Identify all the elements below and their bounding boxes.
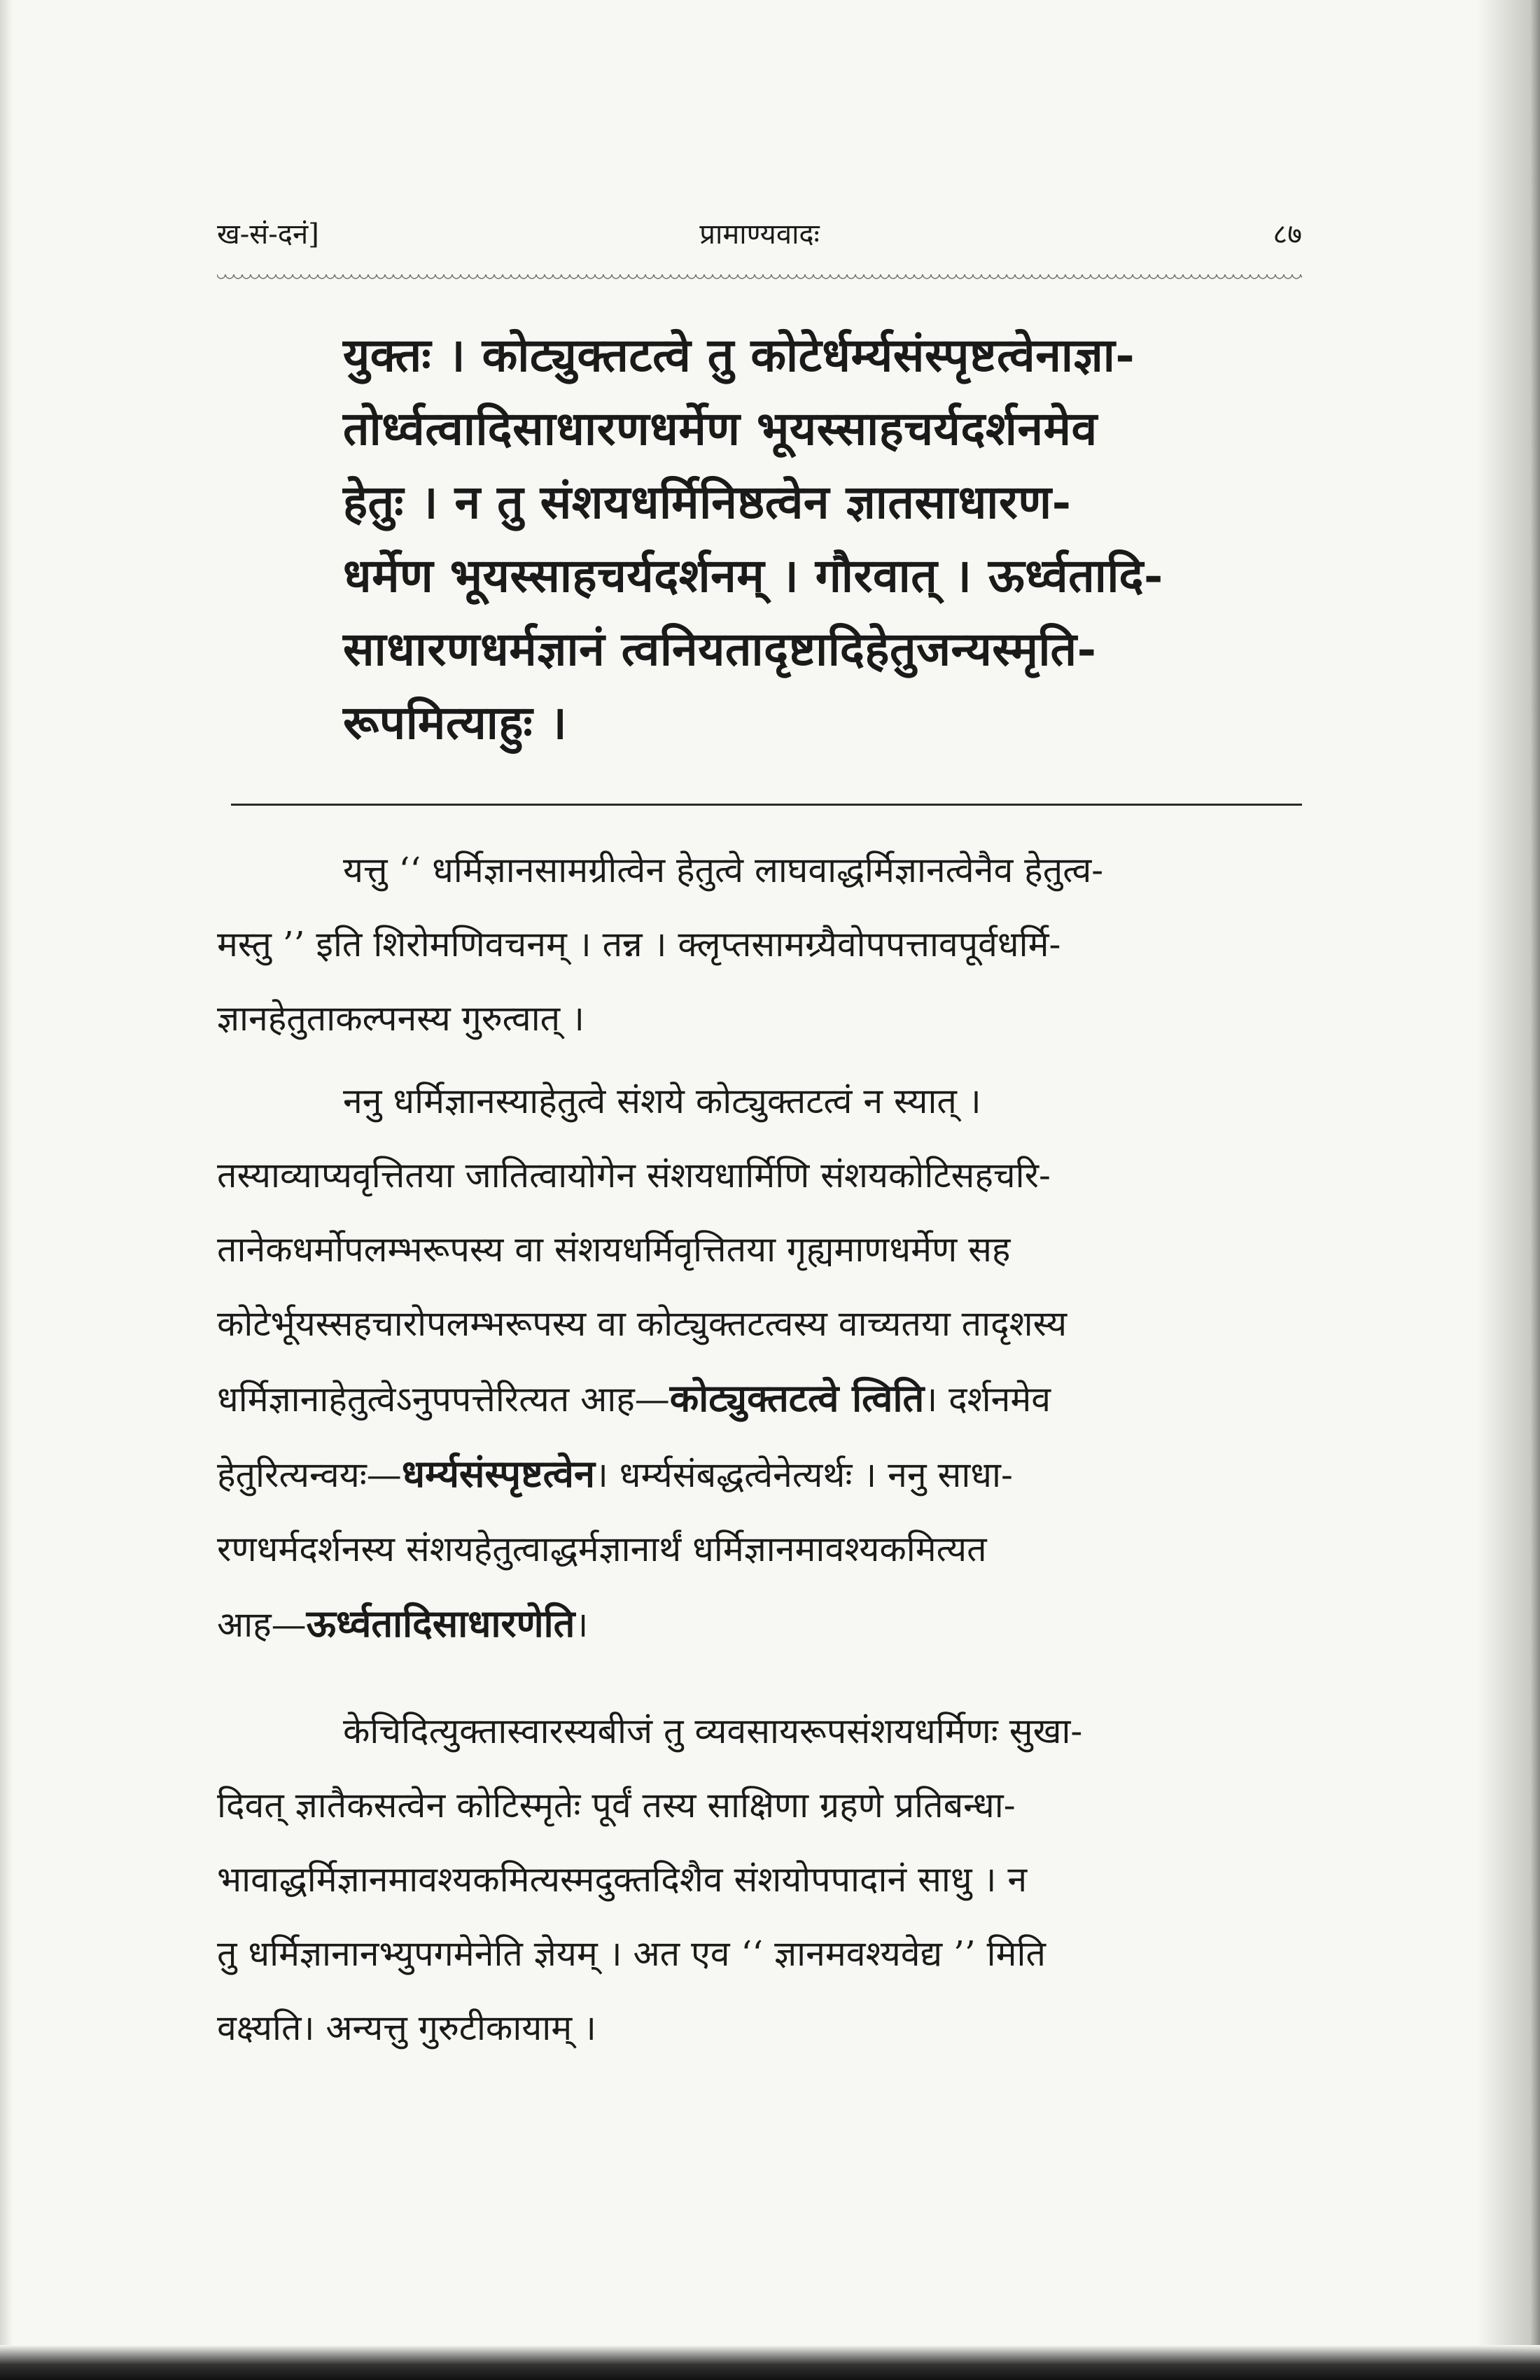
page-edge-left — [0, 0, 13, 2380]
running-head — [217, 214, 1302, 262]
commentary-line: वक्ष्यति। अन्यत्तु गुरुटीकायाम् । — [217, 2008, 596, 2048]
root-line: साधारणधर्मज्ञानं त्वनियतादृष्टादिहेतुजन्यस्मृति- — [343, 622, 1097, 676]
commentary-line: दिवत् ज्ञातैकसत्वेन कोटिस्मृतेः पूर्वं तस्य साक्षिणा ग्रहणे प्रतिबन्धा- — [217, 1785, 1016, 1826]
commentary-text: धर्मिज्ञानाहेतुत्वेऽनुपपत्तेरित्यत आह— — [217, 1379, 670, 1420]
root-line: धर्मेण भूयस्साहचर्यदर्शनम् । गौरवात् । ऊर्ध्वतादि- — [343, 548, 1163, 603]
commentary-line: यत्तु ‘‘ धर्मिज्ञानसामग्रीत्वेन हेतुत्वे लाघवाद्धर्मिज्ञानत्वेनैव हेतुत्व- — [343, 850, 1104, 890]
commentary-text: हेतुरित्यन्वयः— — [217, 1455, 402, 1495]
commentary-text: । — [575, 1604, 589, 1645]
commentary-line: तस्याव्याप्यवृत्तितया जातित्वायोगेन संशयधार्मिणि संशयकोटिसहचरि- — [217, 1155, 1051, 1196]
commentary-line: ज्ञानहेतुताकल्पनस्य गुरुत्वात् । — [217, 998, 584, 1039]
commentary-line — [217, 1586, 1302, 1662]
commentary-paragraph-2 — [217, 1064, 1302, 1662]
root-text-block — [343, 318, 1197, 760]
root-line: युक्तः । कोट्युक्तटत्वे तु कोटेर्धर्म्यसंस्पृष्टत्वेनाज्ञा- — [343, 328, 1135, 382]
header-wavy-rule — [217, 274, 1302, 280]
commentary-line — [217, 1436, 1302, 1512]
commentary-line: भावाद्धर्मिज्ञानमावश्यकमित्यस्मदुक्तदिशैव संशयोपपादानं साधु । न — [217, 1859, 1028, 1900]
page-edge-right — [1477, 0, 1540, 2380]
commentary-line: मस्तु ’’ इति शिरोमणिवचनम् । तन्न । क्लृप्तसामग्र्यैवोपपत्तावपूर्वधर्मि- — [217, 924, 1061, 965]
commentary-text: । दर्शनमेव — [924, 1379, 1051, 1420]
commentary-text: आह— — [217, 1604, 307, 1645]
commentary-line: केचिदित्युक्तास्वारस्यबीजं तु व्यवसायरूपसंशयधर्मिणः सुखा- — [343, 1711, 1083, 1751]
pratika-quote: कोट्युक्तटत्वे त्विति — [669, 1376, 925, 1420]
commentary-line: तु धर्मिज्ञानानभ्युपगमेनेति ज्ञेयम् । अत एव ‘‘ ज्ञानमवश्यवेद्य ’’ मिति — [217, 1933, 1046, 1974]
commentary-line: कोटेर्भूयस्सहचारोपलम्भरूपस्य वा कोट्युक्तटत्वस्य वाच्यतया तादृशस्य — [217, 1303, 1068, 1344]
commentary-paragraph-1 — [217, 833, 1302, 1056]
commentary-line: तानेकधर्मोपलम्भरूपस्य वा संशयधर्मिवृत्तितया गृह्यमाणधर्मेण सह — [217, 1229, 1011, 1270]
page-number: ८७ — [1273, 218, 1302, 251]
header-title: प्रामाण्यवादः — [699, 218, 820, 251]
commentary-paragraph-3 — [217, 1694, 1302, 2065]
pratika-quote: ऊर्ध्वतादिसाधारणेति — [306, 1601, 575, 1646]
pratika-quote: धर्म्यसंस्पृष्टत्वेन — [401, 1451, 595, 1496]
root-line: तोर्ध्वत्वादिसाधारणधर्मेण भूयस्साहचर्यदर्शनमेव — [343, 401, 1098, 456]
header-left: ख-सं-दनं] — [217, 218, 319, 251]
commentary-line: रणधर्मदर्शनस्य संशयहेतुत्वाद्धर्मज्ञानार्थं धर्मिज्ञानमावश्यकमित्यत — [217, 1529, 987, 1569]
root-line: हेतुः । न तु संशयधर्मिनिष्ठत्वेन ज्ञातसाधारण- — [343, 475, 1072, 529]
commentary-line: ननु धर्मिज्ञानस्याहेतुत्वे संशये कोट्युक्तटत्वं न स्यात् । — [343, 1081, 981, 1121]
commentary-line — [217, 1361, 1302, 1436]
root-line: रूपमित्याहुः । — [343, 695, 568, 750]
commentary-text: । धर्म्यसंबद्धत्वेनेत्यर्थः । ननु साधा- — [594, 1455, 1013, 1495]
page-edge-bottom — [0, 2345, 1540, 2380]
section-divider — [231, 804, 1302, 806]
